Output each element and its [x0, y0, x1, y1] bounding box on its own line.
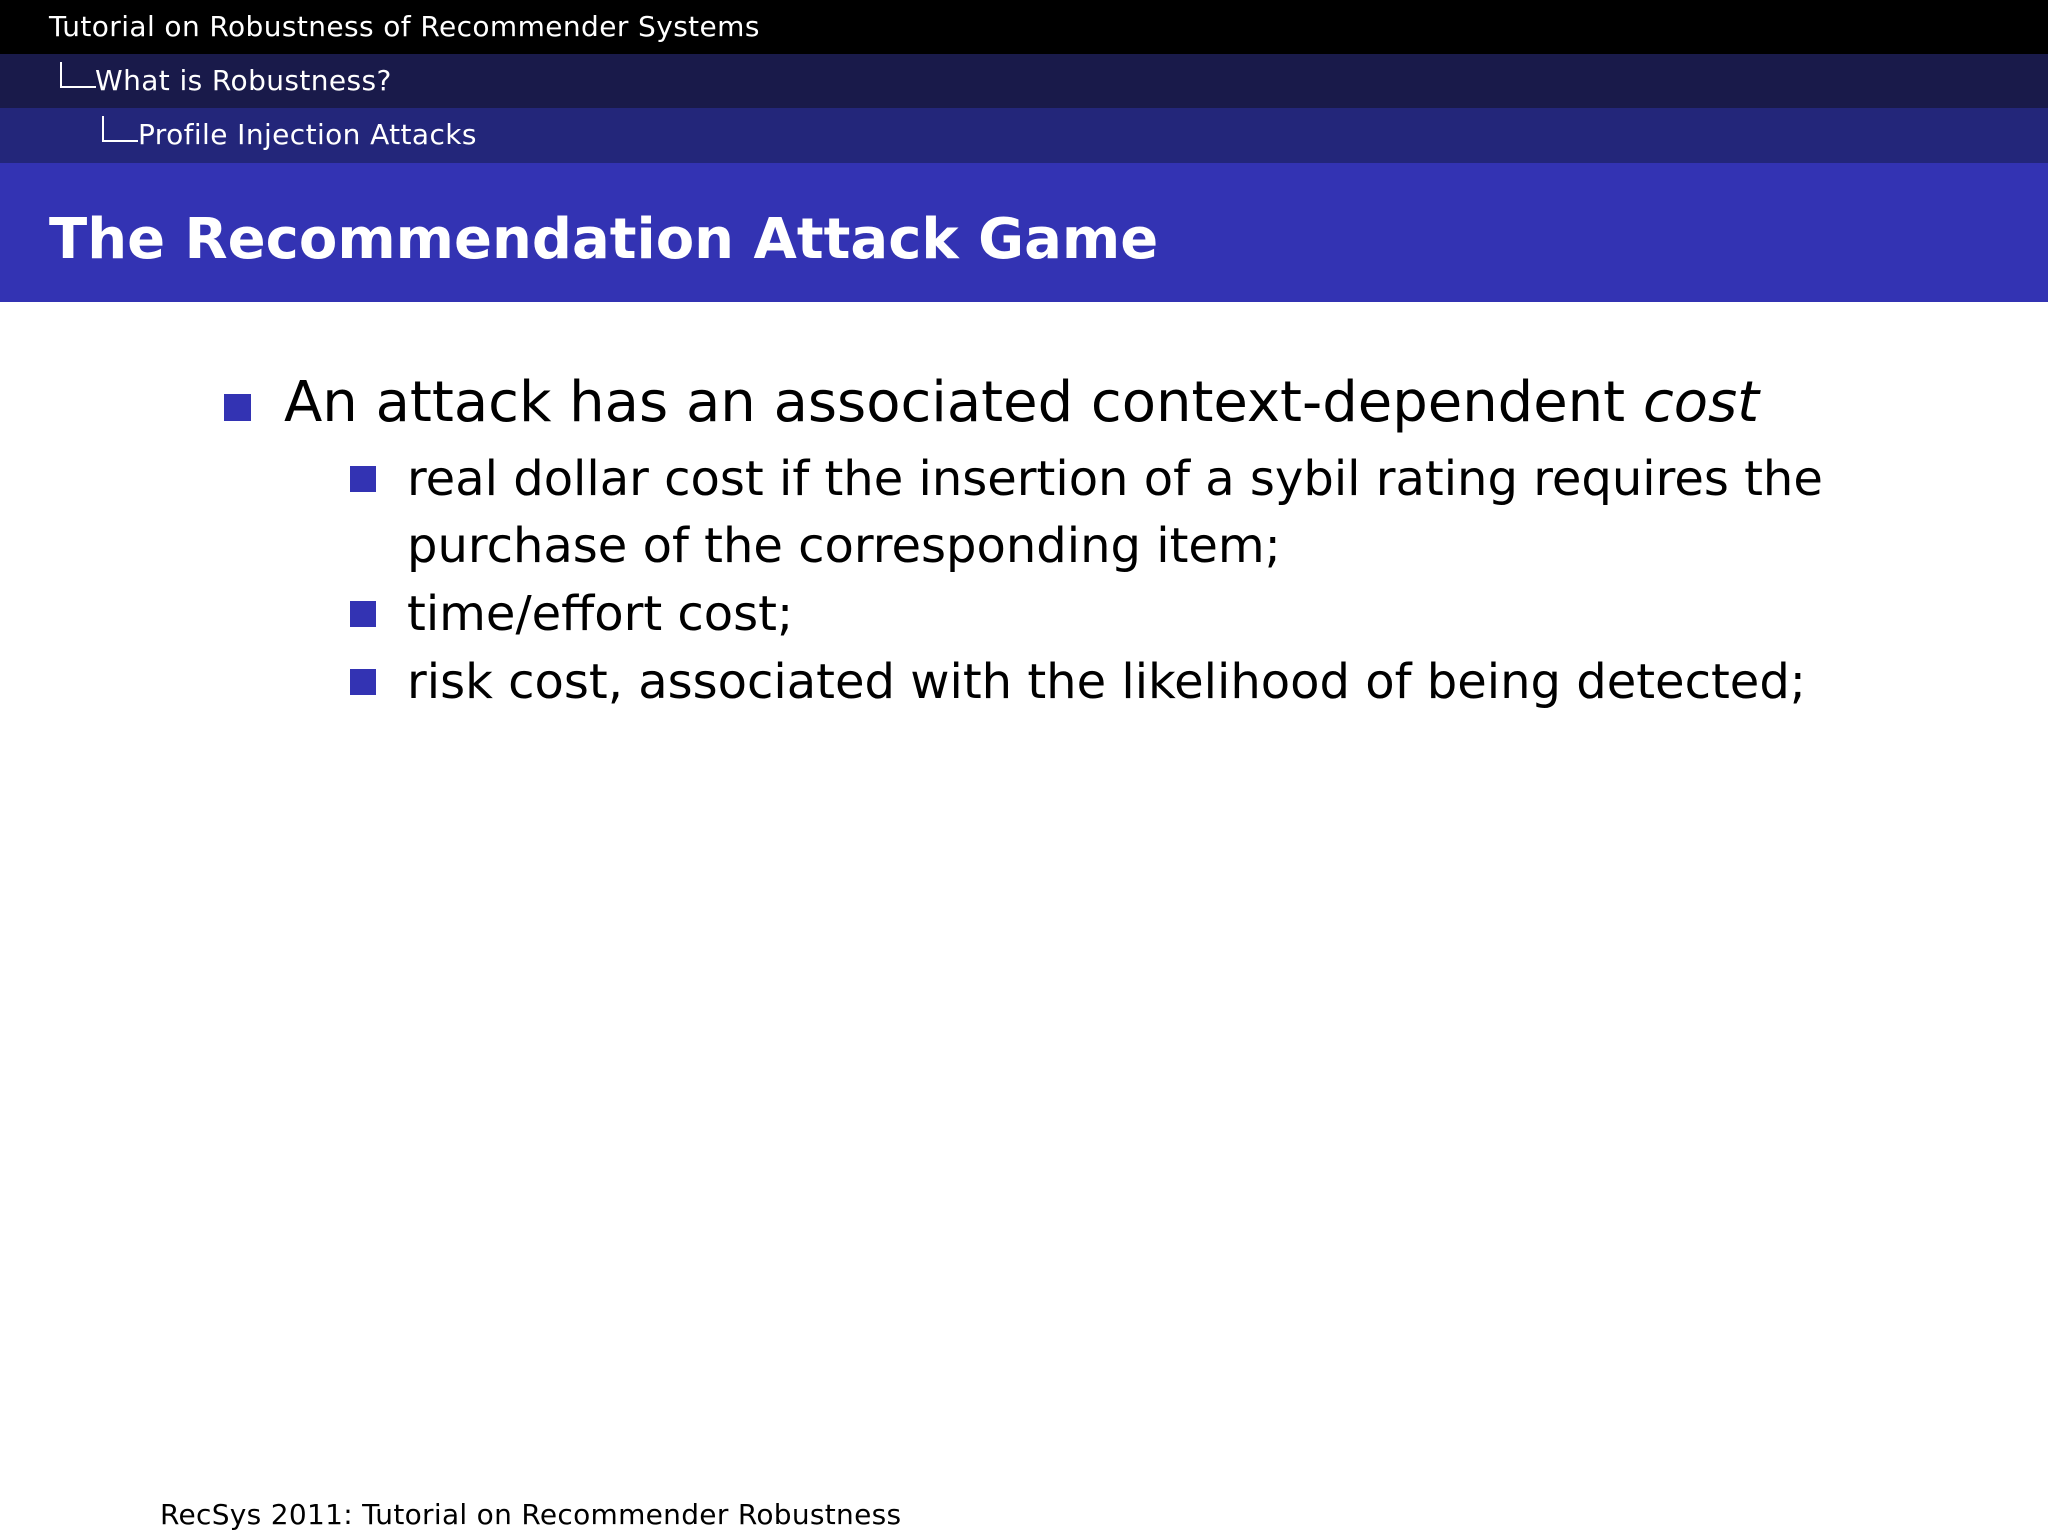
- presentation-title[interactable]: Tutorial on Robustness of Recommender Systems: [49, 10, 760, 43]
- square-bullet-icon: [350, 601, 376, 627]
- subbullet-text: risk cost, associated with the likelihood of being detected;: [407, 654, 1806, 710]
- headline-bar-subsection: [0, 108, 2048, 163]
- tree-elbow-icon: [60, 62, 96, 88]
- subbullet-text: time/effort cost;: [407, 586, 794, 642]
- square-bullet-icon: [350, 669, 376, 695]
- subsection-title[interactable]: Profile Injection Attacks: [138, 118, 477, 151]
- frame-title-band: [0, 163, 2048, 302]
- square-bullet-icon: [224, 394, 251, 421]
- frame-title: The Recommendation Attack Game: [49, 207, 1159, 272]
- bullet-text: [284, 368, 1759, 438]
- bullet-text-plain: An attack has an associated context-dependent: [284, 370, 1643, 435]
- bullet-text-emphasis: cost: [1642, 370, 1760, 435]
- square-bullet-icon: [350, 466, 376, 492]
- headline-bar-presentation: [0, 0, 2048, 54]
- slide-content: [0, 302, 2048, 1462]
- footer-text: RecSys 2011: Tutorial on Recommender Robustness: [160, 1498, 902, 1531]
- subbullet-text: real dollar cost if the insertion of a sybil rating requires the purchase of the corresponding item;: [407, 451, 1823, 574]
- tree-elbow-icon: [102, 116, 138, 142]
- section-title[interactable]: What is Robustness?: [95, 64, 392, 97]
- headline-bar-section: [0, 54, 2048, 108]
